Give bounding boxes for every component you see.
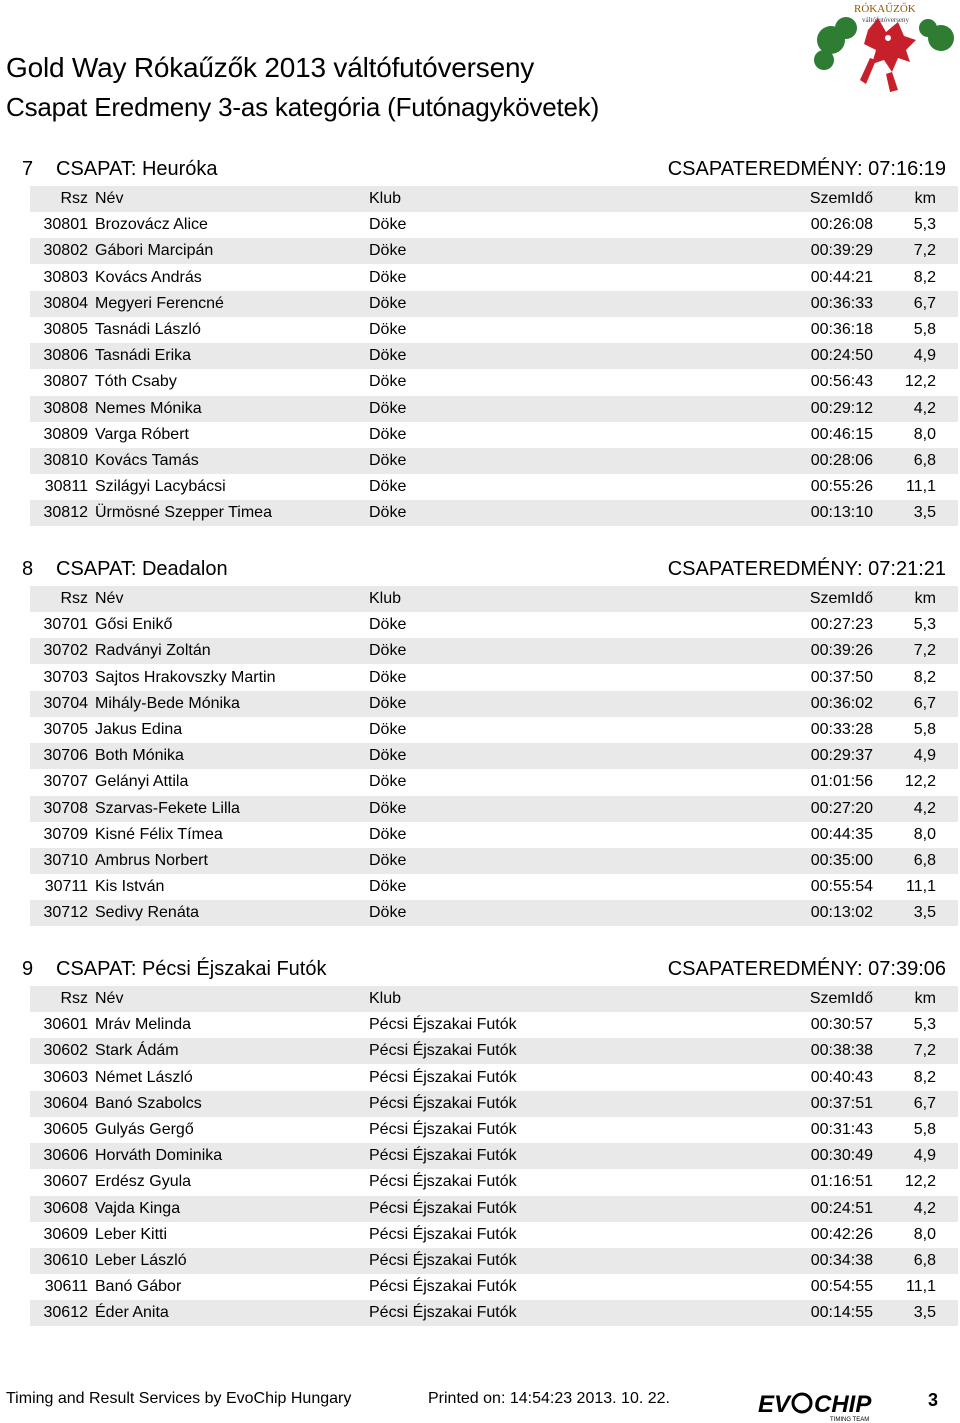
column-header-row (30, 186, 958, 212)
runner-number: 30610 (43, 1252, 88, 1269)
table-row (30, 796, 958, 822)
table-row (30, 448, 958, 474)
runner-club: Döke (369, 294, 407, 312)
runner-km: 5,8 (913, 1121, 936, 1138)
runner-name: Tóth Csaby (95, 373, 177, 391)
runner-km: 3,5 (913, 504, 936, 522)
runner-time: 00:26:08 (810, 216, 873, 234)
runner-time: 00:39:26 (810, 642, 873, 660)
runner-number: 30812 (43, 504, 88, 522)
runner-time: 00:37:51 (810, 1094, 873, 1112)
team-header (0, 552, 960, 586)
runner-time: 00:37:50 (810, 668, 873, 686)
team-name: CSAPAT: Deadalon (56, 558, 228, 580)
column-header-row (30, 586, 958, 612)
runner-club: Döke (369, 878, 407, 896)
table-row (30, 822, 958, 848)
runner-name: Kisné Félix Tímea (95, 825, 223, 843)
runner-number: 30807 (43, 373, 88, 391)
runner-club: Döke (369, 825, 407, 843)
runner-number: 30606 (43, 1147, 88, 1165)
runner-km: 4,2 (913, 799, 936, 817)
runner-time: 00:39:29 (810, 242, 873, 260)
runner-club: Pécsi Éjszakai Futók (369, 1225, 517, 1243)
evochip-logo-text: EV (758, 1391, 791, 1418)
evochip-logo (758, 1388, 886, 1422)
runner-km: 6,7 (913, 694, 936, 712)
runner-number: 30608 (43, 1199, 88, 1217)
runner-club: Döke (369, 668, 407, 686)
runner-club: Pécsi Éjszakai Futók (369, 1252, 517, 1269)
table-row (30, 900, 958, 926)
runner-km: 5,8 (913, 321, 936, 338)
runner-km: 4,9 (913, 1147, 936, 1165)
team-header (0, 152, 960, 186)
runner-time: 00:35:00 (810, 852, 873, 869)
runner-name: Vajda Kinga (95, 1199, 181, 1217)
table-row (30, 874, 958, 900)
runner-time: 00:55:54 (810, 878, 873, 896)
column-header-klub: Klub (369, 190, 402, 207)
column-header-row (30, 986, 958, 1012)
team-result: CSAPATEREDMÉNY: 07:16:19 (667, 158, 946, 180)
runner-km: 6,8 (913, 852, 936, 869)
runner-club: Pécsi Éjszakai Futók (369, 1121, 517, 1138)
runner-km: 8,2 (913, 268, 936, 286)
runner-number: 30605 (43, 1121, 88, 1138)
runner-number: 30612 (43, 1304, 88, 1322)
table-row (30, 1274, 958, 1300)
column-header-km: km (914, 590, 936, 607)
team-name: CSAPAT: Pécsi Éjszakai Futók (56, 958, 327, 980)
runner-club: Döke (369, 504, 407, 522)
team-header (0, 952, 960, 986)
runner-name: Gősi Enikő (95, 616, 173, 634)
runner-club: Döke (369, 347, 407, 365)
runner-km: 6,8 (913, 1252, 936, 1269)
runner-name: Erdész Gyula (95, 1173, 192, 1191)
runner-time: 00:30:49 (810, 1147, 873, 1165)
runner-time: 00:40:43 (810, 1068, 873, 1086)
runner-time: 00:13:02 (810, 904, 873, 922)
runner-number: 30604 (43, 1094, 88, 1112)
runner-km: 3,5 (913, 1304, 936, 1322)
table-row (30, 422, 958, 448)
runner-name: Leber Kitti (95, 1225, 168, 1243)
team-place: 7 (22, 158, 34, 180)
runner-time: 00:29:12 (810, 399, 873, 417)
runner-number: 30712 (43, 904, 88, 922)
runner-name: Kis István (95, 878, 165, 896)
runner-time: 00:55:26 (810, 478, 873, 496)
table-row (30, 212, 958, 238)
runner-name: Brozovácz Alice (95, 216, 208, 234)
rokauzok-logo (806, 0, 960, 100)
runner-km: 8,2 (913, 668, 936, 686)
runner-number: 30706 (43, 747, 88, 765)
runner-time: 00:36:18 (810, 321, 873, 338)
runner-time: 00:36:02 (810, 694, 873, 712)
runner-time: 00:27:23 (810, 616, 873, 634)
runner-time: 00:46:15 (810, 425, 873, 443)
runner-km: 4,2 (913, 399, 936, 417)
runner-club: Döke (369, 478, 407, 496)
runner-km: 7,2 (913, 1042, 936, 1060)
runner-name: Tasnádi Erika (95, 347, 192, 365)
runner-club: Döke (369, 216, 407, 234)
runner-club: Pécsi Éjszakai Futók (369, 1042, 517, 1060)
logo-title-text: RÓKAŰZŐK (854, 3, 916, 15)
runner-name: Sedivy Renáta (95, 904, 200, 922)
runner-name: Banó Szabolcs (95, 1094, 202, 1112)
table-row (30, 396, 958, 422)
runner-time: 00:54:55 (810, 1278, 873, 1296)
runner-km: 12,2 (904, 773, 936, 791)
runner-club: Pécsi Éjszakai Futók (369, 1094, 517, 1112)
runner-time: 01:16:51 (810, 1173, 873, 1191)
runner-club: Döke (369, 452, 407, 469)
column-header-klub: Klub (369, 590, 402, 607)
runner-km: 8,0 (913, 425, 936, 443)
runner-name: Banó Gábor (95, 1278, 182, 1296)
logo-subtitle-text: váltófutóverseny (862, 16, 910, 24)
runner-km: 7,2 (913, 642, 936, 660)
runner-name: Stark Ádám (95, 1042, 179, 1060)
runner-number: 30611 (44, 1278, 88, 1296)
runner-number: 30811 (44, 478, 88, 496)
runner-km: 8,0 (913, 825, 936, 843)
column-header-time: SzemIdő (809, 990, 873, 1007)
team-place: 9 (22, 958, 34, 980)
runner-name: Kovács András (95, 268, 202, 286)
runner-time: 01:01:56 (810, 773, 873, 791)
table-row (30, 1143, 958, 1169)
column-header-rsz: Rsz (60, 990, 88, 1007)
runner-club: Döke (369, 904, 407, 922)
runner-time: 00:13:10 (810, 504, 873, 522)
column-header-klub: Klub (369, 990, 402, 1007)
runner-name: Radványi Zoltán (95, 642, 211, 660)
runner-club: Pécsi Éjszakai Futók (369, 1199, 517, 1217)
column-header-time: SzemIdő (809, 590, 873, 607)
table-row (30, 238, 958, 264)
runner-time: 00:31:43 (810, 1121, 873, 1138)
runner-number: 30802 (43, 242, 88, 260)
table-row (30, 1222, 958, 1248)
runner-club: Döke (369, 799, 407, 817)
page-subtitle: Csapat Eredmeny 3-as kategória (Futónagykövetek) (6, 92, 600, 122)
table-row (30, 665, 958, 691)
runner-name: Szilágyi Lacybácsi (95, 478, 226, 496)
runner-name: Gulyás Gergő (95, 1121, 194, 1138)
runner-km: 11,1 (906, 478, 936, 496)
runner-km: 7,2 (913, 242, 936, 260)
runner-club: Döke (369, 721, 407, 738)
runner-km: 6,7 (913, 1094, 936, 1112)
runner-number: 30705 (43, 721, 88, 738)
table-row (30, 500, 958, 526)
column-header-km: km (914, 990, 936, 1007)
runner-number: 30801 (43, 216, 88, 234)
runner-time: 00:29:37 (810, 747, 873, 765)
team-place: 8 (22, 558, 34, 580)
runner-club: Döke (369, 694, 407, 712)
runner-number: 30602 (43, 1042, 88, 1060)
runner-time: 00:33:28 (810, 721, 873, 738)
table-row (30, 1248, 958, 1274)
runner-number: 30810 (43, 452, 88, 469)
runner-km: 4,9 (913, 747, 936, 765)
runner-name: Horváth Dominika (95, 1147, 223, 1165)
table-row (30, 1038, 958, 1064)
runner-name: Kovács Tamás (95, 452, 199, 469)
evochip-logo-text-2: CHIP (814, 1391, 872, 1418)
runner-club: Döke (369, 399, 407, 417)
table-row (30, 743, 958, 769)
footer-credit: Timing and Result Services by EvoChip Hungary (6, 1390, 352, 1407)
table-row (30, 1169, 958, 1195)
runner-name: Gelányi Attila (95, 773, 189, 791)
runner-club: Döke (369, 373, 407, 391)
runner-number: 30711 (44, 878, 88, 896)
runner-number: 30710 (43, 852, 88, 869)
runner-number: 30708 (43, 799, 88, 817)
runner-time: 00:24:50 (810, 347, 873, 365)
runner-km: 6,8 (913, 452, 936, 469)
runner-name: Ürmösné Szepper Timea (95, 504, 272, 522)
runner-km: 8,0 (913, 1225, 936, 1243)
runner-number: 30803 (43, 268, 88, 286)
runner-time: 00:42:26 (810, 1225, 873, 1243)
page-footer (0, 1384, 960, 1423)
runner-km: 5,8 (913, 721, 936, 738)
runner-name: Gábori Marcipán (95, 242, 214, 260)
runner-km: 11,1 (906, 1278, 936, 1296)
runner-name: Ambrus Norbert (95, 852, 208, 869)
runner-name: Tasnádi László (95, 321, 201, 338)
column-header-nev: Név (95, 190, 124, 207)
runner-km: 5,3 (913, 616, 936, 634)
table-row (30, 1300, 958, 1326)
runner-number: 30601 (43, 1016, 88, 1034)
table-row (30, 265, 958, 291)
table-row (30, 317, 958, 343)
runner-time: 00:28:06 (810, 452, 873, 469)
runner-time: 00:38:38 (810, 1042, 873, 1060)
runner-club: Döke (369, 773, 407, 791)
runner-club: Pécsi Éjszakai Futók (369, 1173, 517, 1191)
team-name: CSAPAT: Heuróka (56, 158, 218, 180)
column-header-nev: Név (95, 990, 124, 1007)
runner-km: 12,2 (904, 1173, 936, 1191)
team-result: CSAPATEREDMÉNY: 07:39:06 (667, 958, 946, 980)
team-section (0, 152, 960, 552)
runner-time: 00:36:33 (810, 294, 873, 312)
table-row (30, 369, 958, 395)
runner-club: Döke (369, 616, 407, 634)
runner-km: 4,9 (913, 347, 936, 365)
runner-time: 00:30:57 (810, 1016, 873, 1034)
runner-number: 30703 (43, 668, 88, 686)
table-row (30, 291, 958, 317)
runner-number: 30701 (43, 616, 88, 634)
runner-name: Nemes Mónika (95, 399, 202, 417)
column-header-time: SzemIdő (809, 190, 873, 207)
runner-number: 30609 (43, 1225, 88, 1243)
table-row (30, 769, 958, 795)
runner-time: 00:44:21 (810, 268, 873, 286)
runner-number: 30603 (43, 1068, 88, 1086)
table-row (30, 343, 958, 369)
runner-name: Jakus Edina (95, 721, 183, 738)
runner-number: 30804 (43, 294, 88, 312)
team-section (0, 952, 960, 1352)
runner-number: 30805 (43, 321, 88, 338)
table-row (30, 1065, 958, 1091)
runner-name: Éder Anita (95, 1304, 169, 1322)
table-row (30, 691, 958, 717)
runner-name: Varga Róbert (95, 425, 189, 443)
table-row (30, 717, 958, 743)
runner-number: 30704 (43, 694, 88, 712)
table-row (30, 1091, 958, 1117)
runner-name: Sajtos Hrakovszky Martin (95, 668, 276, 686)
runner-number: 30707 (43, 773, 88, 791)
runner-km: 8,2 (913, 1068, 936, 1086)
column-header-rsz: Rsz (60, 590, 88, 607)
runner-km: 12,2 (904, 373, 936, 391)
runner-name: Mihály-Bede Mónika (95, 694, 240, 712)
page-title: Gold Way Rókaűzők 2013 váltófutóverseny (6, 52, 535, 83)
runner-club: Döke (369, 268, 407, 286)
runner-time: 00:56:43 (810, 373, 873, 391)
runner-km: 4,2 (913, 1199, 936, 1217)
page-number: 3 (928, 1390, 939, 1410)
table-row (30, 474, 958, 500)
team-section (0, 552, 960, 952)
runner-number: 30809 (43, 425, 88, 443)
runner-km: 5,3 (913, 1016, 936, 1034)
table-row (30, 848, 958, 874)
runner-club: Döke (369, 852, 407, 869)
runner-number: 30702 (43, 642, 88, 660)
runner-club: Döke (369, 242, 407, 260)
runner-club: Pécsi Éjszakai Futók (369, 1304, 517, 1322)
runner-name: Megyeri Ferencné (95, 294, 224, 312)
evochip-logo-subtext: TIMING TEAM (830, 1417, 870, 1422)
runner-club: Pécsi Éjszakai Futók (369, 1068, 517, 1086)
runner-time: 00:27:20 (810, 799, 873, 817)
runner-number: 30607 (43, 1173, 88, 1191)
column-header-km: km (914, 190, 936, 207)
team-result: CSAPATEREDMÉNY: 07:21:21 (667, 558, 946, 580)
runner-time: 00:24:51 (810, 1199, 873, 1217)
table-row (30, 612, 958, 638)
runner-club: Döke (369, 321, 407, 338)
runner-club: Döke (369, 642, 407, 660)
runner-club: Döke (369, 425, 407, 443)
runner-km: 5,3 (913, 216, 936, 234)
table-row (30, 1196, 958, 1222)
column-header-rsz: Rsz (60, 190, 88, 207)
runner-number: 30709 (43, 825, 88, 843)
footer-printed-date: Printed on: 14:54:23 2013. 10. 22. (428, 1390, 670, 1407)
runner-number: 30808 (43, 399, 88, 417)
runner-time: 00:34:38 (810, 1252, 873, 1269)
table-row (30, 1012, 958, 1038)
runner-time: 00:44:35 (810, 825, 873, 843)
runner-name: Both Mónika (95, 747, 184, 765)
runner-club: Pécsi Éjszakai Futók (369, 1147, 517, 1165)
runner-club: Döke (369, 747, 407, 765)
runner-km: 6,7 (913, 294, 936, 312)
runner-name: Mráv Melinda (95, 1016, 192, 1034)
table-row (30, 1117, 958, 1143)
runner-name: Szarvas-Fekete Lilla (95, 799, 240, 817)
runner-name: Leber László (95, 1252, 187, 1269)
runner-time: 00:14:55 (810, 1304, 873, 1322)
runner-name: Német László (95, 1068, 193, 1086)
runner-club: Pécsi Éjszakai Futók (369, 1016, 517, 1034)
runner-km: 3,5 (913, 904, 936, 922)
runner-km: 11,1 (906, 878, 936, 896)
table-row (30, 638, 958, 664)
team-results (0, 152, 960, 1352)
runner-number: 30806 (43, 347, 88, 365)
runner-club: Pécsi Éjszakai Futók (369, 1278, 517, 1296)
column-header-nev: Név (95, 590, 124, 607)
